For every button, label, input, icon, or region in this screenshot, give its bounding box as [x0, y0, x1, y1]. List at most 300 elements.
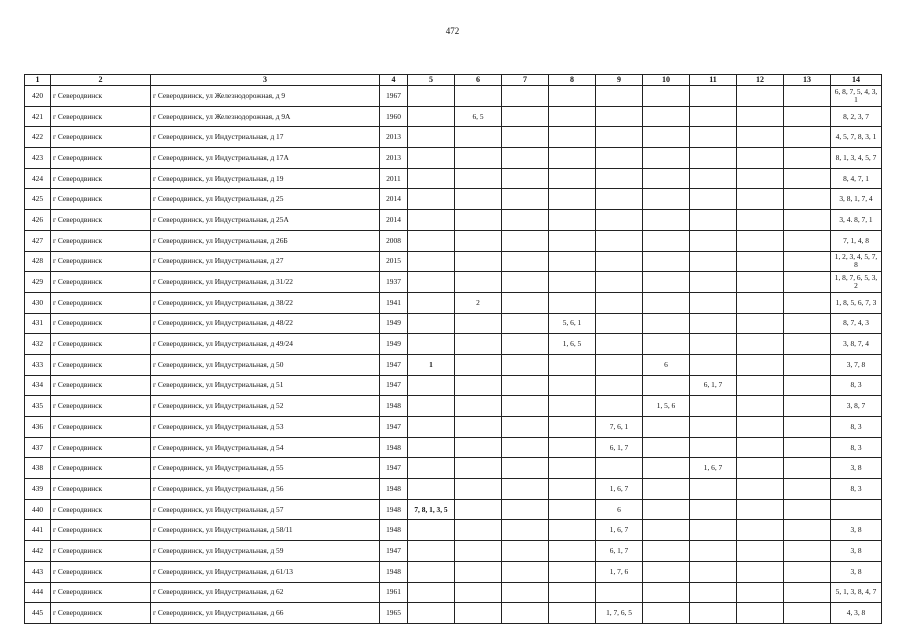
column-header-13: 13 — [784, 75, 831, 86]
col9-cell: 1, 7, 6, 5 — [596, 603, 643, 624]
city-cell: г Северодвинск — [51, 354, 151, 375]
col6-cell — [455, 499, 502, 520]
col7-cell — [502, 168, 549, 189]
table-row — [25, 541, 882, 562]
row-number: 433 — [25, 354, 51, 375]
col11-cell — [690, 520, 737, 541]
city-cell: г Северодвинск — [51, 148, 151, 169]
col11-cell — [690, 334, 737, 355]
col14-cell: 3, 7, 8 — [831, 354, 882, 375]
col10-cell — [643, 210, 690, 231]
col12-cell — [737, 230, 784, 251]
table-row — [25, 417, 882, 438]
year-cell: 1965 — [380, 603, 408, 624]
col14-cell: 3, 8, 7, 4 — [831, 334, 882, 355]
col6-cell — [455, 520, 502, 541]
col8-cell — [549, 189, 596, 210]
col14-cell: 3, 8 — [831, 520, 882, 541]
col12-cell — [737, 520, 784, 541]
row-number: 437 — [25, 437, 51, 458]
col9-cell — [596, 168, 643, 189]
col14-cell: 3, 4. 8, 7, 1 — [831, 210, 882, 231]
col13-cell — [784, 375, 831, 396]
col12-cell — [737, 313, 784, 334]
col13-cell — [784, 437, 831, 458]
col11-cell: 6, 1, 7 — [690, 375, 737, 396]
col11-cell — [690, 292, 737, 313]
year-cell: 1941 — [380, 292, 408, 313]
column-header-6: 6 — [455, 75, 502, 86]
col7-cell — [502, 603, 549, 624]
col9-cell — [596, 582, 643, 603]
col13-cell — [784, 292, 831, 313]
col9-cell — [596, 230, 643, 251]
col7-cell — [502, 292, 549, 313]
col9-cell — [596, 251, 643, 272]
col11-cell — [690, 230, 737, 251]
col6-cell — [455, 354, 502, 375]
page-number: 472 — [445, 26, 460, 36]
city-cell: г Северодвинск — [51, 499, 151, 520]
col14-cell: 6, 8, 7, 5, 4, 3, 1 — [831, 86, 882, 107]
col13-cell — [784, 334, 831, 355]
col12-cell — [737, 561, 784, 582]
col7-cell — [502, 499, 549, 520]
col8-cell — [549, 86, 596, 107]
col8-cell — [549, 106, 596, 127]
column-header-3: 3 — [151, 75, 380, 86]
year-cell: 2014 — [380, 189, 408, 210]
col14-cell: 3, 8, 7 — [831, 396, 882, 417]
col8-cell — [549, 168, 596, 189]
col5-cell — [408, 127, 455, 148]
address-cell: г Северодвинск, ул Индустриальная, д 61/13 — [151, 561, 380, 582]
city-cell: г Северодвинск — [51, 458, 151, 479]
col12-cell — [737, 458, 784, 479]
row-number: 430 — [25, 292, 51, 313]
col7-cell — [502, 354, 549, 375]
col14-cell: 3, 8 — [831, 458, 882, 479]
city-cell: г Северодвинск — [51, 437, 151, 458]
table-row — [25, 148, 882, 169]
col11-cell — [690, 189, 737, 210]
table-row — [25, 168, 882, 189]
address-cell: г Северодвинск, ул Индустриальная, д 27 — [151, 251, 380, 272]
city-cell: г Северодвинск — [51, 251, 151, 272]
col5-cell — [408, 375, 455, 396]
address-cell: г Северодвинск, ул Индустриальная, д 48/22 — [151, 313, 380, 334]
col12-cell — [737, 106, 784, 127]
col10-cell — [643, 189, 690, 210]
col12-cell — [737, 417, 784, 438]
col8-cell — [549, 603, 596, 624]
col10-cell — [643, 603, 690, 624]
table-row — [25, 396, 882, 417]
col12-cell — [737, 210, 784, 231]
col8-cell — [549, 541, 596, 562]
col7-cell — [502, 458, 549, 479]
year-cell: 1949 — [380, 334, 408, 355]
row-number: 442 — [25, 541, 51, 562]
col5-cell — [408, 541, 455, 562]
year-cell: 1948 — [380, 520, 408, 541]
column-header-5: 5 — [408, 75, 455, 86]
col8-cell — [549, 251, 596, 272]
register-table — [24, 74, 882, 624]
col14-cell: 4, 3, 8 — [831, 603, 882, 624]
col11-cell — [690, 603, 737, 624]
col5-cell — [408, 520, 455, 541]
col9-cell — [596, 313, 643, 334]
col10-cell — [643, 168, 690, 189]
city-cell: г Северодвинск — [51, 106, 151, 127]
col10-cell: 1, 5, 6 — [643, 396, 690, 417]
col14-cell: 1, 8, 7, 6, 5, 3, 2 — [831, 272, 882, 293]
col12-cell — [737, 86, 784, 107]
col13-cell — [784, 354, 831, 375]
col5-cell — [408, 272, 455, 293]
col7-cell — [502, 561, 549, 582]
col12-cell — [737, 437, 784, 458]
col6-cell — [455, 375, 502, 396]
city-cell: г Северодвинск — [51, 479, 151, 500]
col10-cell — [643, 127, 690, 148]
col10-cell — [643, 520, 690, 541]
col8-cell — [549, 437, 596, 458]
col8-cell — [549, 127, 596, 148]
table-row — [25, 272, 882, 293]
col12-cell — [737, 189, 784, 210]
col10-cell — [643, 86, 690, 107]
col6-cell — [455, 251, 502, 272]
row-number: 424 — [25, 168, 51, 189]
row-number: 431 — [25, 313, 51, 334]
col7-cell — [502, 396, 549, 417]
col11-cell — [690, 396, 737, 417]
col14-cell: 8, 3 — [831, 479, 882, 500]
column-header-8: 8 — [549, 75, 596, 86]
col9-cell — [596, 106, 643, 127]
col8-cell — [549, 375, 596, 396]
row-number: 439 — [25, 479, 51, 500]
table-row — [25, 106, 882, 127]
col10-cell: 6 — [643, 354, 690, 375]
col12-cell — [737, 251, 784, 272]
address-cell: г Северодвинск, ул Индустриальная, д 17А — [151, 148, 380, 169]
col12-cell — [737, 396, 784, 417]
address-cell: г Северодвинск, ул Железнодорожная, д 9А — [151, 106, 380, 127]
col9-cell — [596, 375, 643, 396]
col11-cell — [690, 127, 737, 148]
city-cell: г Северодвинск — [51, 127, 151, 148]
col5-cell — [408, 603, 455, 624]
col7-cell — [502, 189, 549, 210]
col9-cell — [596, 189, 643, 210]
col7-cell — [502, 251, 549, 272]
year-cell: 1947 — [380, 541, 408, 562]
col6-cell — [455, 189, 502, 210]
col11-cell — [690, 251, 737, 272]
address-cell: г Северодвинск, ул Железнодорожная, д 9 — [151, 86, 380, 107]
column-header-7: 7 — [502, 75, 549, 86]
col11-cell — [690, 272, 737, 293]
address-cell: г Северодвинск, ул Индустриальная, д 66 — [151, 603, 380, 624]
column-header-2: 2 — [51, 75, 151, 86]
col7-cell — [502, 272, 549, 293]
city-cell: г Северодвинск — [51, 210, 151, 231]
col13-cell — [784, 396, 831, 417]
col5-cell: 7, 8, 1, 3, 5 — [408, 499, 455, 520]
col8-cell — [549, 230, 596, 251]
col12-cell — [737, 334, 784, 355]
year-cell: 1948 — [380, 479, 408, 500]
col5-cell: 1 — [408, 354, 455, 375]
city-cell: г Северодвинск — [51, 272, 151, 293]
address-cell: г Северодвинск, ул Индустриальная, д 58/11 — [151, 520, 380, 541]
col13-cell — [784, 230, 831, 251]
row-number: 436 — [25, 417, 51, 438]
col6-cell — [455, 603, 502, 624]
col8-cell — [549, 479, 596, 500]
col11-cell — [690, 86, 737, 107]
col9-cell — [596, 86, 643, 107]
year-cell: 1948 — [380, 437, 408, 458]
col14-cell: 1, 2, 3, 4, 5, 7, 8 — [831, 251, 882, 272]
row-number: 434 — [25, 375, 51, 396]
col5-cell — [408, 292, 455, 313]
col10-cell — [643, 313, 690, 334]
table-row — [25, 251, 882, 272]
column-header-1: 1 — [25, 75, 51, 86]
table-body — [25, 86, 882, 624]
column-header-9: 9 — [596, 75, 643, 86]
col5-cell — [408, 313, 455, 334]
col6-cell — [455, 127, 502, 148]
col9-cell: 7, 6, 1 — [596, 417, 643, 438]
col8-cell — [549, 458, 596, 479]
col14-cell: 8, 7, 4, 3 — [831, 313, 882, 334]
city-cell: г Северодвинск — [51, 396, 151, 417]
col5-cell — [408, 458, 455, 479]
year-cell: 2013 — [380, 127, 408, 148]
col7-cell — [502, 148, 549, 169]
year-cell: 1960 — [380, 106, 408, 127]
col9-cell — [596, 127, 643, 148]
table-row — [25, 127, 882, 148]
col5-cell — [408, 561, 455, 582]
year-cell: 1947 — [380, 354, 408, 375]
address-cell: г Северодвинск, ул Индустриальная, д 54 — [151, 437, 380, 458]
col7-cell — [502, 313, 549, 334]
col5-cell — [408, 189, 455, 210]
row-number: 445 — [25, 603, 51, 624]
column-header-14: 14 — [831, 75, 882, 86]
col6-cell — [455, 168, 502, 189]
address-cell: г Северодвинск, ул Индустриальная, д 55 — [151, 458, 380, 479]
year-cell: 1961 — [380, 582, 408, 603]
col13-cell — [784, 86, 831, 107]
year-cell: 2011 — [380, 168, 408, 189]
col9-cell: 1, 6, 7 — [596, 520, 643, 541]
table-row — [25, 210, 882, 231]
col11-cell: 1, 6, 7 — [690, 458, 737, 479]
col12-cell — [737, 499, 784, 520]
col7-cell — [502, 86, 549, 107]
table-row — [25, 375, 882, 396]
col14-cell: 5, 1, 3, 8, 4, 7 — [831, 582, 882, 603]
col12-cell — [737, 272, 784, 293]
row-number: 425 — [25, 189, 51, 210]
address-cell: г Северодвинск, ул Индустриальная, д 49/24 — [151, 334, 380, 355]
col14-cell — [831, 499, 882, 520]
year-cell: 2013 — [380, 148, 408, 169]
col10-cell — [643, 334, 690, 355]
col9-cell — [596, 396, 643, 417]
col10-cell — [643, 541, 690, 562]
table-row — [25, 437, 882, 458]
city-cell: г Северодвинск — [51, 189, 151, 210]
col5-cell — [408, 251, 455, 272]
col6-cell: 6, 5 — [455, 106, 502, 127]
city-cell: г Северодвинск — [51, 230, 151, 251]
address-cell: г Северодвинск, ул Индустриальная, д 62 — [151, 582, 380, 603]
city-cell: г Северодвинск — [51, 375, 151, 396]
address-cell: г Северодвинск, ул Индустриальная, д 38/22 — [151, 292, 380, 313]
row-number: 428 — [25, 251, 51, 272]
col13-cell — [784, 582, 831, 603]
row-number: 420 — [25, 86, 51, 107]
col8-cell — [549, 499, 596, 520]
year-cell: 1947 — [380, 375, 408, 396]
row-number: 441 — [25, 520, 51, 541]
col10-cell — [643, 292, 690, 313]
row-number: 440 — [25, 499, 51, 520]
city-cell: г Северодвинск — [51, 603, 151, 624]
col12-cell — [737, 603, 784, 624]
table-row — [25, 334, 882, 355]
col8-cell — [549, 272, 596, 293]
col11-cell — [690, 582, 737, 603]
col13-cell — [784, 127, 831, 148]
col9-cell — [596, 458, 643, 479]
row-number: 444 — [25, 582, 51, 603]
col10-cell — [643, 458, 690, 479]
col5-cell — [408, 582, 455, 603]
col5-cell — [408, 210, 455, 231]
col8-cell — [549, 561, 596, 582]
city-cell: г Северодвинск — [51, 520, 151, 541]
col13-cell — [784, 541, 831, 562]
col5-cell — [408, 230, 455, 251]
col6-cell — [455, 479, 502, 500]
row-number: 427 — [25, 230, 51, 251]
col9-cell — [596, 292, 643, 313]
city-cell: г Северодвинск — [51, 541, 151, 562]
col12-cell — [737, 354, 784, 375]
col6-cell — [455, 582, 502, 603]
year-cell: 2015 — [380, 251, 408, 272]
address-cell: г Северодвинск, ул Индустриальная, д 26Б — [151, 230, 380, 251]
col14-cell: 8, 3 — [831, 417, 882, 438]
city-cell: г Северодвинск — [51, 168, 151, 189]
table-row — [25, 458, 882, 479]
address-cell: г Северодвинск, ул Индустриальная, д 56 — [151, 479, 380, 500]
col12-cell — [737, 127, 784, 148]
col9-cell — [596, 354, 643, 375]
col6-cell — [455, 458, 502, 479]
col12-cell — [737, 582, 784, 603]
col10-cell — [643, 375, 690, 396]
city-cell: г Северодвинск — [51, 582, 151, 603]
table-row — [25, 189, 882, 210]
year-cell: 1948 — [380, 561, 408, 582]
col12-cell — [737, 375, 784, 396]
col5-cell — [408, 479, 455, 500]
column-header-4: 4 — [380, 75, 408, 86]
row-number: 432 — [25, 334, 51, 355]
col12-cell — [737, 479, 784, 500]
col6-cell — [455, 561, 502, 582]
col9-cell: 6 — [596, 499, 643, 520]
table-row — [25, 603, 882, 624]
year-cell: 1948 — [380, 396, 408, 417]
col8-cell — [549, 582, 596, 603]
col11-cell — [690, 479, 737, 500]
row-number: 421 — [25, 106, 51, 127]
col13-cell — [784, 417, 831, 438]
table-row — [25, 479, 882, 500]
col13-cell — [784, 189, 831, 210]
col7-cell — [502, 127, 549, 148]
col7-cell — [502, 230, 549, 251]
col10-cell — [643, 499, 690, 520]
table-row — [25, 230, 882, 251]
col9-cell: 1, 6, 7 — [596, 479, 643, 500]
row-number: 422 — [25, 127, 51, 148]
row-number: 443 — [25, 561, 51, 582]
col14-cell: 8, 2, 3, 7 — [831, 106, 882, 127]
col9-cell — [596, 210, 643, 231]
col12-cell — [737, 148, 784, 169]
col14-cell: 3, 8 — [831, 541, 882, 562]
col11-cell — [690, 106, 737, 127]
row-number: 429 — [25, 272, 51, 293]
col6-cell: 2 — [455, 292, 502, 313]
col8-cell — [549, 520, 596, 541]
col7-cell — [502, 210, 549, 231]
col5-cell — [408, 106, 455, 127]
col12-cell — [737, 541, 784, 562]
col6-cell — [455, 86, 502, 107]
col10-cell — [643, 437, 690, 458]
col14-cell: 8, 4, 7, 1 — [831, 168, 882, 189]
table-row — [25, 561, 882, 582]
row-number: 435 — [25, 396, 51, 417]
address-cell: г Северодвинск, ул Индустриальная, д 53 — [151, 417, 380, 438]
col14-cell: 3, 8, 1, 7, 4 — [831, 189, 882, 210]
col13-cell — [784, 168, 831, 189]
year-cell: 2014 — [380, 210, 408, 231]
col10-cell — [643, 148, 690, 169]
col8-cell — [549, 210, 596, 231]
col13-cell — [784, 272, 831, 293]
col13-cell — [784, 499, 831, 520]
table-row — [25, 499, 882, 520]
col11-cell — [690, 210, 737, 231]
column-header-10: 10 — [643, 75, 690, 86]
col5-cell — [408, 334, 455, 355]
address-cell: г Северодвинск, ул Индустриальная, д 52 — [151, 396, 380, 417]
